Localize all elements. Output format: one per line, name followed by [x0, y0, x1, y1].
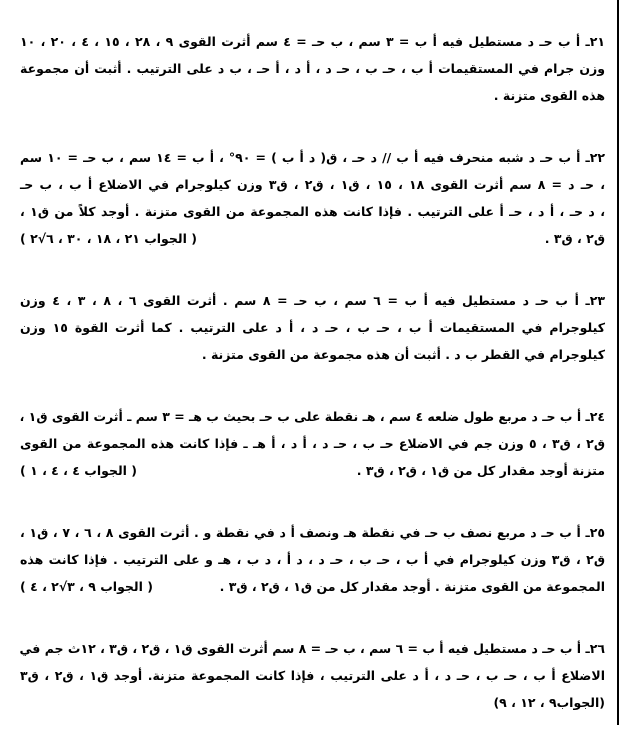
exercise-page: [20, 28, 605, 751]
problem-line: كيلوجرام في المستقيمات أ ب ، حـ ب ، حـ د ، أ د على الترتيب . كما أثرت القوة ١٥ وزن: [20, 320, 605, 335]
problem-line: ٢٢ـ أ ب حـ د شبه منحرف فيه أ ب // د حـ ، ق( د أ ب ) = ٩٠° ، أ ب = ١٤ سم ، ب حـ = ١٠ سم: [20, 150, 605, 165]
problem-25: [20, 519, 605, 600]
answer-label: ( الجواب ٤ ، ٤ ، ١ ): [20, 463, 137, 478]
problem-line: ق٢ ، ق٣ وزن كيلوجرام في أ ب ، حـ ب ، حـ د ، د أ ، د ب ، هـ و على الترتيب . فإذا كانت هذه: [20, 552, 605, 567]
problem-line: ق٢ ، ق٣ ، ٥ وزن جم في الاضلاع حـ ب ، حـ د ، أ د ، أ هـ ـ فإذا كانت هذه المجموعة من القوى: [20, 436, 605, 451]
problem-line: ٢٥ـ أ ب حـ د مربع نصف ب حـ في نقطة هـ ونصف أ د في نقطة و . أثرت القوى ٨ ، ٦ ، ٧ ، ق١ ،: [20, 525, 606, 540]
problem-line: كيلوجرام في القطر ب د . أثبت أن هذه مجموعة من القوى متزنة .: [201, 347, 605, 362]
problem-line-text: متزنة أوجد مقدار كل من ق١ ، ق٢ ، ق٣ .: [356, 463, 605, 478]
problem-line: ٢٦ـ أ ب حـ د مستطيل فيه أ ب = ٦ سم ، ب حـ = ٨ سم أثرت القوى ق١ ، ق٢ ، ق٣ ، ١٢ث جم في: [19, 641, 605, 656]
answer-label: ( الجواب ٢١ ، ١٨ ، ٣٠ ، ٦√٢ ): [20, 231, 197, 246]
problem-line: هذه القوى متزنة .: [493, 88, 605, 103]
problem-line: وزن جرام في المستقيمات أ ب ، حـ ب ، حـ د ، أ د ، أ حـ ، ب د على الترتيب . أثبت أن مجموعة: [20, 61, 605, 76]
answer-label: (الجواب٩ ، ١٢ ، ٩): [493, 695, 605, 710]
answer-label: ( الجواب ٩ ، ٣√٢ ، ٤ ): [20, 579, 153, 594]
problem-line: [20, 573, 605, 600]
problem-line: ٢٣ـ أ ب حـ د مستطيل فيه أ ب = ٦ سم ، ب حـ = ٨ سم . أثرت القوى ٦ ، ٨ ، ٣ ، ٤ وزن: [20, 293, 605, 308]
problem-22: [20, 144, 605, 252]
problem-26: [20, 635, 605, 716]
problem-line: [20, 225, 605, 252]
problem-line: [20, 457, 605, 484]
problem-line: الاضلاع أ ب ، حـ ب ، حـ د ، أ د على الترتيب ، فإذا كانت المجموعة متزنة. أوجد ق١ ، ق٢ ، ق٣: [20, 668, 605, 683]
problem-23: [20, 287, 605, 368]
problem-line: ، د حـ ، أ د ، حـ أ على الترتيب . فإذا كانت هذه المجموعة من القوى متزنة . أوجد كلاً من ق١ ،: [20, 204, 605, 219]
problem-line: ، حـ د = ٨ سم أثرت القوى ١٨ ، ١٥ ، ق١ ، ق٢ ، ق٣ وزن كيلوجرام في الاضلاع أ ب ، ب حـ: [20, 177, 605, 192]
problem-24: [20, 403, 605, 484]
problem-line-text: المجموعة من القوى متزنة . أوجد مقدار كل من ق١ ، ق٢ ، ق٣ .: [219, 579, 605, 594]
problem-line-text: ق٢ ، ق٣ .: [544, 231, 605, 246]
problem-line: ٢٤ـ أ ب حـ د مربع طول ضلعه ٤ سم ، هـ نقطة على ب حـ بحيث ب هـ = ٣ سم ـ أثرت القوى ق١ ،: [19, 409, 605, 424]
problem-21: [20, 28, 605, 109]
problem-line: ٢١ـ أ ب حـ د مستطيل فيه أ ب = ٣ سم ، ب حـ = ٤ سم أثرت القوى ٩ ، ٢٨ ، ١٥ ، ٤ ، ٢٠ ، ١٠: [20, 34, 606, 49]
